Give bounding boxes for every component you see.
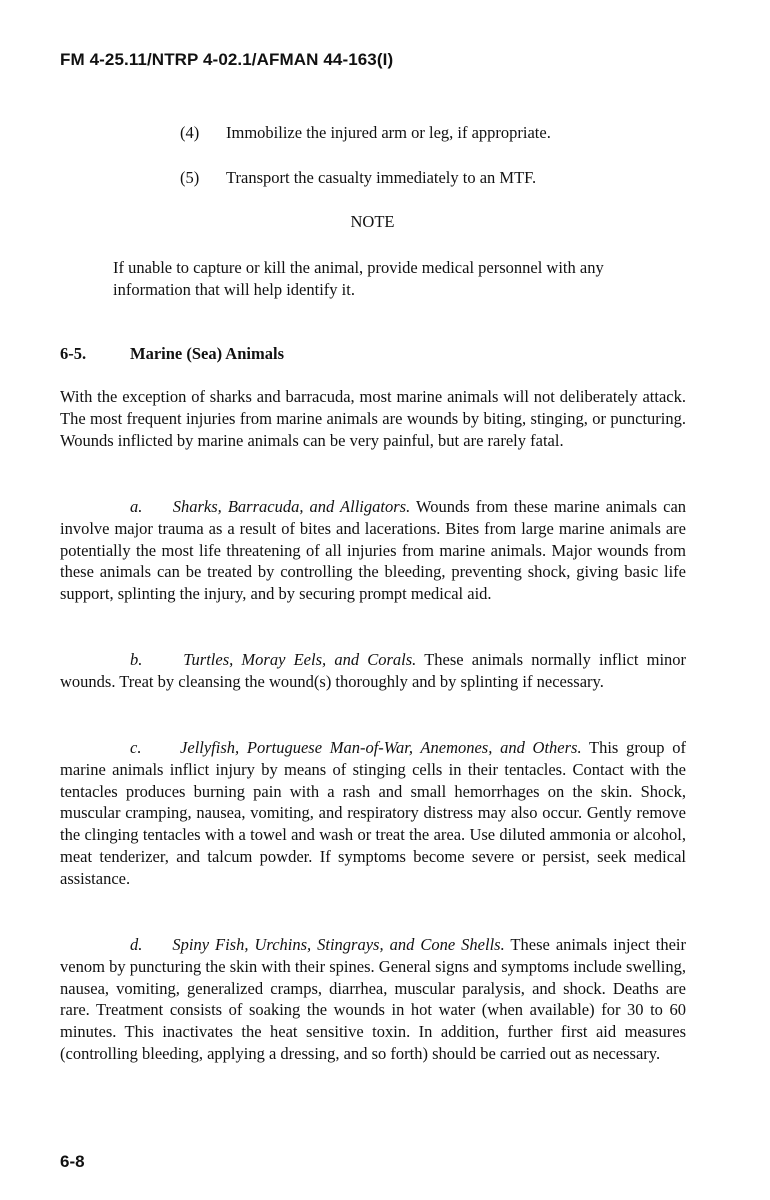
section-title: Marine (Sea) Animals — [130, 344, 284, 363]
subsection-c — [60, 737, 686, 890]
subsection-letter: c. — [130, 738, 142, 757]
subsection-b — [60, 649, 686, 693]
step-number: (5) — [180, 168, 200, 187]
step-4 — [180, 123, 551, 143]
step-text: Transport the casualty immediately to an MTF. — [226, 168, 537, 187]
section-heading — [60, 344, 284, 364]
step-number: (4) — [180, 123, 200, 142]
section-intro: With the exception of sharks and barracuda, most marine animals will not deliberately attack. The most frequent injuries from marine animals are wounds by biting, stinging, or puncturing. Wounds inflicted by marine animals can be very painful, but are rarely fatal. — [60, 387, 686, 450]
subsection-a — [60, 496, 686, 605]
subsection-text: These animals inject their venom by puncturing the skin with their spines. General signs and symptoms include swelling, nausea, vomiting, generalized cramps, diarrhea, muscular paralysis, and shock. Deaths are rare. Treatment consists of soaking the wounds in hot water (when available) for 30 to 60 minutes. This inactivates the heat sensitive toxin. In addition, further first aid measures (controlling bleeding, applying a dressing, and so forth) should be carried out as necessary. — [60, 935, 687, 1063]
subsection-text: These animals normally inflict minor wounds. Treat by cleansing the wound(s) thoroughly and by splinting if necessary. — [60, 650, 687, 691]
note-body: If unable to capture or kill the animal, provide medical personnel with any information that will help identify it. — [113, 258, 604, 299]
subsection-title: Sharks, Barracuda, and Alligators. — [172, 497, 411, 516]
subsection-letter: a. — [130, 497, 143, 516]
subsection-letter: d. — [130, 935, 143, 954]
subsection-title: Spiny Fish, Urchins, Stingrays, and Cone Shells. — [172, 935, 505, 954]
step-5 — [180, 168, 536, 188]
document-id-header: FM 4-25.11/NTRP 4-02.1/AFMAN 44-163(I) — [60, 50, 394, 69]
subsection-text: Wounds from these marine animals can involve major trauma as a result of bites and lacerations. Bites from large marine animals are potentially the most life threatening of all injuries from marine animals. Major wounds from these animals can be treated by controlling the bleeding, preventing shock, giving basic life support, splinting the injury, and by securing prompt medical aid. — [60, 497, 687, 604]
note-title: NOTE — [350, 212, 395, 231]
subsection-text: This group of marine animals inflict injury by means of stinging cells in their tentacles. Contact with the tentacles produces burning pain with a rash and small hemorrhages on the skin. Shock, muscular cramping, nausea, vomiting, and respiratory distress may also occur. Gently remove the clinging tentacles with a towel and wash or treat the area. Use diluted ammonia or alcohol, meat tenderizer, and talcum powder. If symptoms become severe or persist, seek medical assistance. — [60, 738, 687, 888]
subsection-title: Turtles, Moray Eels, and Corals. — [183, 650, 417, 669]
subsection-title: Jellyfish, Portuguese Man-of-War, Anemones, and Others. — [180, 738, 582, 757]
section-number: 6-5. — [60, 344, 87, 363]
subsection-d — [60, 934, 686, 1065]
step-text: Immobilize the injured arm or leg, if appropriate. — [226, 123, 551, 142]
page-number: 6-8 — [60, 1152, 85, 1171]
subsection-letter: b. — [130, 650, 143, 669]
